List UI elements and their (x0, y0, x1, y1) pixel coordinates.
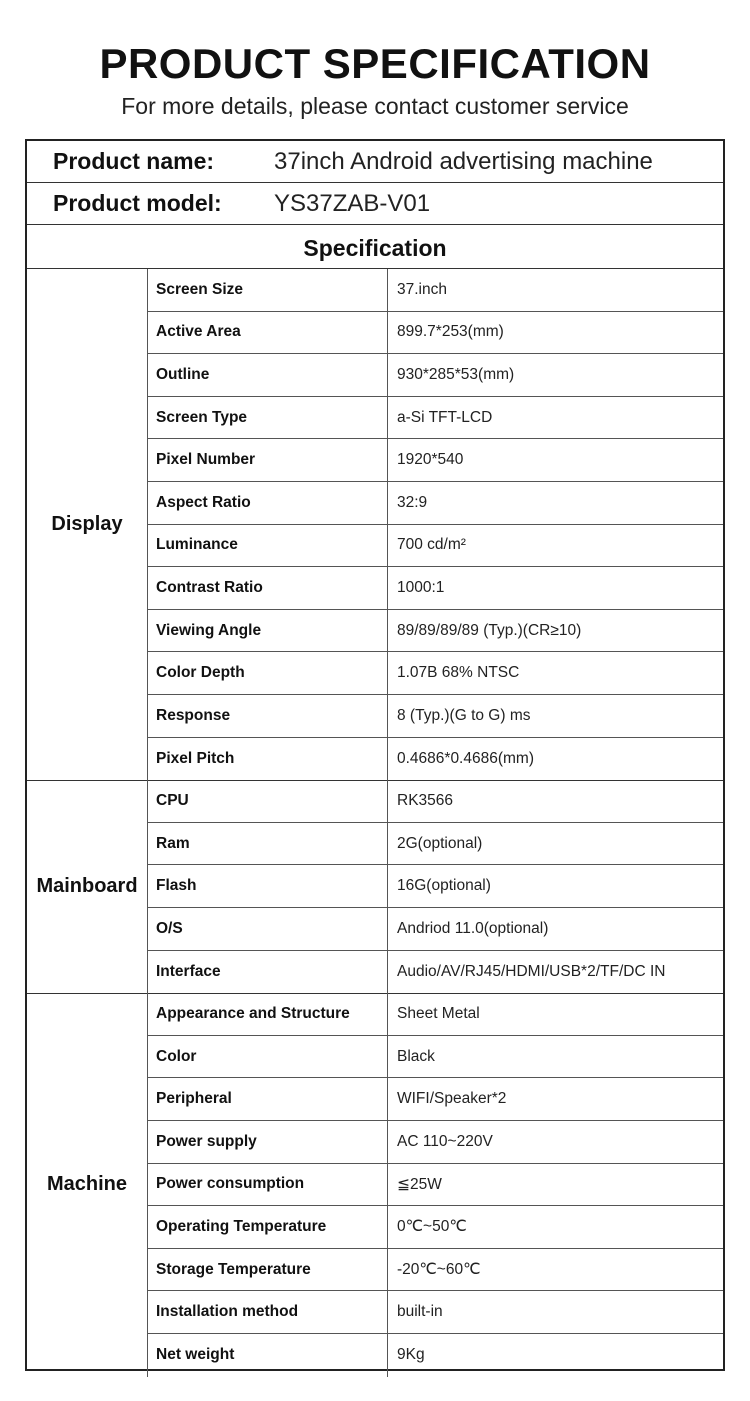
table-row (148, 1291, 723, 1334)
page-title: PRODUCT SPECIFICATION (99, 40, 651, 87)
spec-value: Sheet Metal (397, 1004, 480, 1022)
spec-value: 1.07B 68% NTSC (397, 664, 520, 682)
spec-value: 37.inch (397, 280, 447, 298)
product-model-label: Product model: (53, 190, 222, 216)
spec-key: O/S (148, 908, 388, 950)
spec-value: 1000:1 (397, 578, 445, 596)
spec-value: WIFI/Speaker*2 (397, 1090, 507, 1108)
spec-value: RK3566 (397, 791, 454, 809)
spec-group-machine (27, 993, 723, 1376)
spec-key: Aspect Ratio (148, 482, 388, 524)
table-row (148, 610, 723, 653)
spec-key: Installation method (148, 1291, 388, 1333)
table-row (148, 738, 723, 781)
spec-value: 9Kg (397, 1346, 425, 1364)
table-row (148, 951, 723, 994)
spec-value: 2G(optional) (397, 834, 483, 852)
spec-key: Color Depth (148, 652, 388, 694)
product-name-value: 37inch Android advertising machine (274, 148, 653, 175)
spec-key: Screen Size (148, 269, 388, 311)
product-model-value: YS37ZAB-V01 (274, 190, 431, 217)
spec-value: 930*285*53(mm) (397, 365, 515, 383)
spec-key: Screen Type (148, 397, 388, 439)
page-subtitle: For more details, please contact customer service (121, 93, 629, 119)
spec-key: Peripheral (148, 1078, 388, 1120)
table-row (148, 1334, 723, 1377)
table-row (148, 652, 723, 695)
table-row (148, 482, 723, 525)
spec-key: Interface (148, 951, 388, 994)
table-row (148, 354, 723, 397)
table-row (148, 1249, 723, 1292)
spec-value: 700 cd/m² (397, 536, 466, 554)
table-row (148, 993, 723, 1036)
spec-table (25, 139, 725, 1371)
table-row (148, 695, 723, 738)
spec-value: a-Si TFT-LCD (397, 408, 493, 426)
spec-key: Ram (148, 823, 388, 865)
table-row (148, 525, 723, 568)
table-row (148, 908, 723, 951)
spec-group-display (27, 269, 723, 780)
spec-value: 0.4686*0.4686(mm) (397, 749, 534, 767)
product-model-row (27, 183, 723, 225)
spec-key: Pixel Pitch (148, 738, 388, 781)
spec-key: Power supply (148, 1121, 388, 1163)
spec-value: 16G(optional) (397, 877, 491, 895)
table-row (148, 823, 723, 866)
spec-key: Outline (148, 354, 388, 396)
spec-value: 89/89/89/89 (Typ.)(CR≥10) (397, 621, 582, 639)
table-row (148, 269, 723, 312)
table-row (148, 1206, 723, 1249)
spec-key: Pixel Number (148, 439, 388, 481)
spec-key: Operating Temperature (148, 1206, 388, 1248)
spec-key: Response (148, 695, 388, 737)
table-row (148, 865, 723, 908)
group-label: Machine (27, 993, 148, 1376)
spec-value: 8 (Typ.)(G to G) ms (397, 706, 531, 724)
spec-value: AC 110~220V (397, 1132, 493, 1150)
table-row (148, 439, 723, 482)
product-name-label: Product name: (53, 148, 215, 174)
spec-value: 0℃~50℃ (397, 1218, 467, 1236)
table-row (148, 567, 723, 610)
table-row (148, 397, 723, 440)
spec-value: 1920*540 (397, 451, 464, 469)
spec-value: 32:9 (397, 493, 428, 511)
spec-key: CPU (148, 780, 388, 822)
spec-key: Viewing Angle (148, 610, 388, 652)
spec-value: Audio/AV/RJ45/HDMI/USB*2/TF/DC IN (397, 962, 666, 980)
spec-key: Power consumption (148, 1164, 388, 1206)
specification-heading: Specification (27, 227, 723, 269)
table-row (148, 1036, 723, 1079)
table-row (148, 312, 723, 355)
table-row (148, 1164, 723, 1207)
spec-value: ≦25W (397, 1175, 442, 1193)
spec-value: Black (397, 1047, 435, 1065)
spec-value: -20℃~60℃ (397, 1261, 481, 1279)
spec-key: Net weight (148, 1334, 388, 1377)
table-row (148, 780, 723, 823)
spec-key: Color (148, 1036, 388, 1078)
table-row (148, 1078, 723, 1121)
spec-key: Appearance and Structure (148, 993, 388, 1035)
spec-key: Luminance (148, 525, 388, 567)
group-label: Display (27, 269, 148, 780)
table-row (148, 1121, 723, 1164)
product-name-row (27, 141, 723, 183)
spec-key: Flash (148, 865, 388, 907)
spec-value: built-in (397, 1303, 443, 1321)
group-label: Mainboard (27, 780, 148, 993)
spec-key: Active Area (148, 312, 388, 354)
spec-key: Contrast Ratio (148, 567, 388, 609)
spec-value: 899.7*253(mm) (397, 323, 504, 341)
spec-key: Storage Temperature (148, 1249, 388, 1291)
spec-value: Andriod 11.0(optional) (397, 919, 549, 937)
spec-group-mainboard (27, 780, 723, 993)
